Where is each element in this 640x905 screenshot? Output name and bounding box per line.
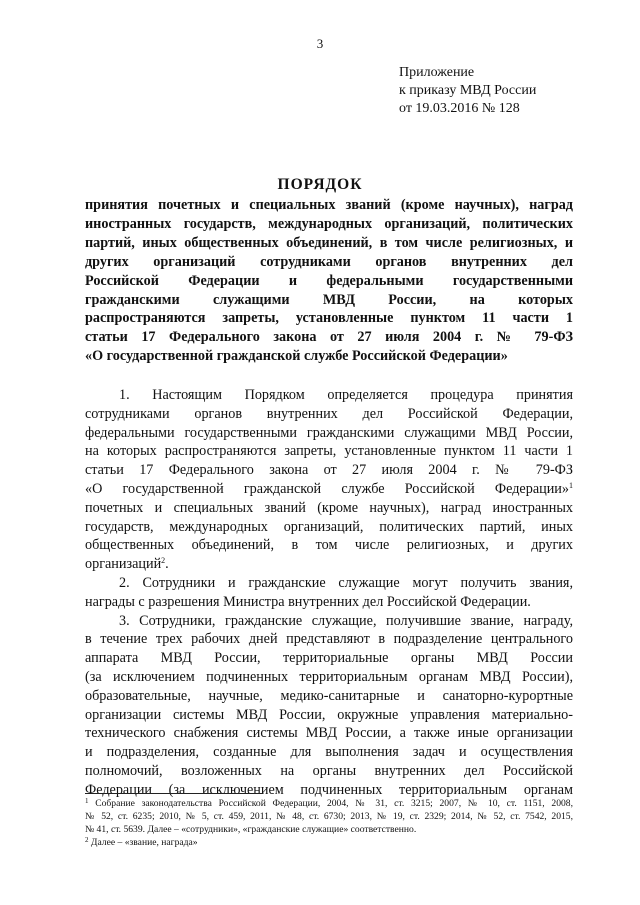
appendix-line: от 19.03.2016 № 128 <box>399 101 520 116</box>
subtitle-line: партий, иных общественных объединений, в том числе религиозных, и <box>85 234 573 251</box>
body-line: Федерации (за исключением подчиненных территориальным органам <box>85 781 573 798</box>
body-line: в течение трех рабочих дней представляют в подразделение центрального <box>85 631 573 648</box>
body-line: организаций$^2$. <box>85 556 169 573</box>
body-line: 3. Сотрудники, гражданские служащие, получившие звание, награду, <box>119 612 573 629</box>
subtitle-line: Российской Федерации и федеральными государственными <box>85 272 573 289</box>
footnote-mark: 2 <box>85 836 89 844</box>
document-subtitle <box>85 196 573 366</box>
body-line: государств, международных организаций, политических партий, иных <box>85 518 573 535</box>
footnote-1-line: № 41, ст. 5639. Далее – «сотрудники», «гражданские служащие» соответственно. <box>85 824 417 835</box>
body-line: общественных объединений, в том числе религиозных, и других <box>85 537 573 554</box>
body-line: сотрудниками органов внутренних дел Российской Федерации, <box>85 405 573 422</box>
body-line: 1. Настоящим Порядком определяется процедура принятия <box>119 387 573 403</box>
footnote-2-line <box>85 836 573 849</box>
appendix-block <box>399 64 536 118</box>
document-title: ПОРЯДОК <box>277 176 363 193</box>
subtitle-line: статьи 17 Федерального закона от 27 июля 2004 г. № 79-ФЗ <box>85 329 573 346</box>
footnote-mark: 1 <box>85 797 89 805</box>
body-line: на которых распространяются запреты, установленные пунктом 11 части 1 <box>85 443 573 460</box>
footnote-text: Далее – «звание, награда» <box>90 837 198 848</box>
paragraph-2 <box>85 574 573 612</box>
document-body <box>85 386 573 800</box>
page-number: 3 <box>316 36 324 51</box>
subtitle-line: принятия почетных и специальных званий (кроме научных), наград <box>85 197 573 213</box>
footnote-ref: 1 <box>569 480 573 490</box>
body-line: награды с разрешения Министра внутренних дел Российской Федерации. <box>85 593 531 610</box>
subtitle-line: «О государственной гражданской службе Российской Федерации» <box>85 348 508 365</box>
body-line: организации системы МВД России, окружные управления материально- <box>85 706 573 723</box>
footnote-1-line: № 52, ст. 6235; 2010, № 5, ст. 459, 2011, № 48, ст. 6730; 2013, № 19, ст. 2329; 2014, № 52, ст. 7542, 2015, <box>85 811 573 822</box>
body-line: статьи 17 Федерального закона от 27 июля 2004 г. № 79-ФЗ <box>85 462 573 479</box>
body-line-text: организаций <box>85 556 162 573</box>
footnote-divider <box>85 793 263 794</box>
footnote-ref: 2 <box>161 556 166 566</box>
appendix-line: к приказу МВД России <box>399 83 537 98</box>
paragraph-3 <box>85 612 573 800</box>
subtitle-line: гражданскими служащими МВД России, на которых <box>85 291 573 308</box>
body-line: образовательные, научные, медико-санитарные и санаторно-курортные <box>85 687 573 704</box>
subtitle-line: других организаций сотрудниками органов внутренних дел <box>85 253 573 270</box>
paragraph-1 <box>85 386 573 574</box>
body-line: полномочий, возложенных на органы внутренних дел Российской <box>85 762 573 779</box>
body-line: технического снабжения системы МВД России, а также иные организации <box>85 725 573 742</box>
appendix-line: Приложение <box>399 65 475 80</box>
body-line: 2. Сотрудники и гражданские служащие могут получить звания, <box>119 574 573 591</box>
body-line <box>85 480 573 499</box>
footnotes <box>85 797 573 849</box>
footnote-1-line <box>85 797 573 810</box>
body-line-text: «О государственной гражданской службе Российской Федерации» <box>85 480 569 497</box>
subtitle-line: иностранных государств, международных организаций, политических <box>85 215 573 232</box>
body-line: федеральными государственными гражданскими служащими МВД России, <box>85 424 573 441</box>
subtitle-line: распространяются запреты, установленные пунктом 11 части 1 <box>85 310 573 327</box>
footnote-text: Собрание законодательства Российской Федерации, 2004, № 31, ст. 3215; 2007, № 10, ст. 1151, 2008, <box>95 798 573 809</box>
body-line: почетных и специальных званий (кроме научных), наград иностранных <box>85 499 573 516</box>
body-line: и подразделения, созданные для выполнения задач и осуществления <box>85 744 573 761</box>
body-line: аппарата МВД России, территориальные органы МВД России <box>85 650 573 667</box>
body-line: (за исключением подчиненных территориальным органам МВД России), <box>85 668 573 685</box>
